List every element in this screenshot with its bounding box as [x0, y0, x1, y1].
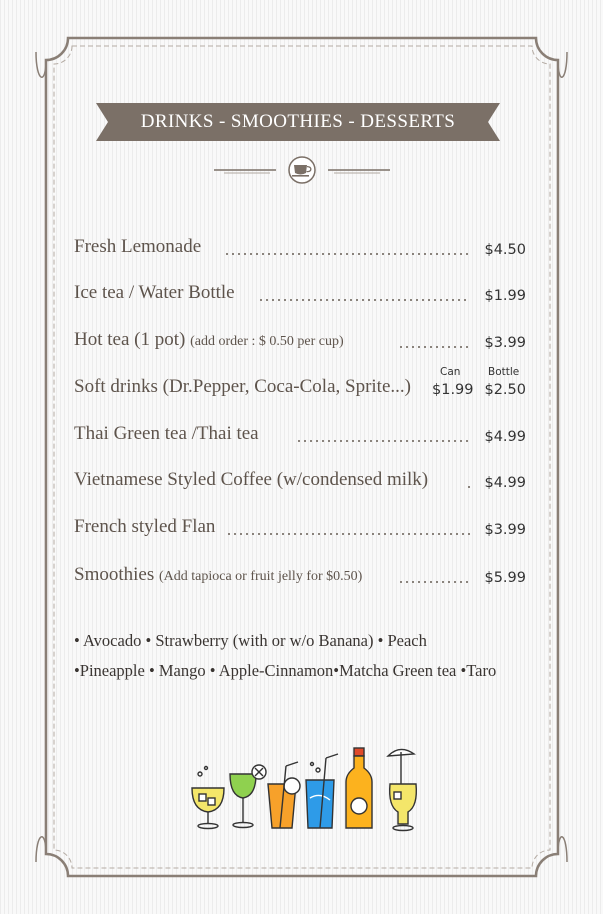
cocktail-glass-icon: [230, 765, 266, 828]
item-price: $3.99: [484, 522, 526, 538]
menu-item-smoothies: [74, 560, 526, 590]
page-title: DRINKS - SMOOTHIES - DESSERTS: [140, 111, 456, 132]
menu-item-lemonade: [74, 232, 526, 262]
item-price: $3.99: [484, 335, 526, 351]
menu-item-soft-drinks: [74, 372, 526, 402]
item-price: $5.99: [484, 570, 526, 586]
item-name: Fresh Lemonade: [74, 236, 202, 257]
smoothie-flavors-line-2: •Pineapple • Mango • Apple-Cinnamon•Matcha Green tea •Taro: [74, 661, 497, 680]
menu-item-flan: [74, 512, 526, 542]
item-name: Soft drinks (Dr.Pepper, Coca-Cola, Sprite...): [74, 376, 411, 397]
bottle-price: $2.50: [484, 382, 526, 398]
can-label: Can: [440, 366, 461, 378]
menu-item-hot-tea: [74, 325, 526, 355]
dot-leader: [224, 253, 470, 255]
umbrella-cocktail-icon: [388, 749, 416, 830]
dot-leader: [398, 346, 470, 348]
smoothie-flavors-line-1: • Avocado • Strawberry (with or w/o Banana) • Peach: [74, 631, 427, 650]
bottle-label: Bottle: [488, 366, 520, 378]
menu-item-ice-tea: [74, 278, 526, 308]
dot-leader: [466, 486, 470, 488]
juice-bottle-icon: [346, 748, 372, 828]
item-note: (Add tapioca or fruit jelly for $0.50): [158, 569, 363, 584]
item-price: $4.99: [484, 475, 526, 491]
coffee-cup-icon: [214, 154, 390, 186]
dot-leader: [258, 299, 470, 301]
item-name: Smoothies (Add tapioca or fruit jelly for $0.50): [74, 564, 363, 585]
item-name: Ice tea / Water Bottle: [74, 282, 235, 303]
item-name: French styled Flan: [74, 516, 216, 537]
item-name: Hot tea (1 pot) (add order : $ 0.50 per cup): [74, 329, 344, 350]
item-name: Vietnamese Styled Coffee (w/condensed milk): [74, 469, 429, 490]
dot-leader: [226, 533, 470, 535]
wine-glass-icon: [192, 767, 224, 829]
drinks-illustration: [186, 744, 436, 834]
dot-leader: [296, 440, 470, 442]
can-price: $1.99: [432, 382, 474, 398]
blue-drink-icon: [306, 754, 338, 828]
menu-item-vietnamese-coffee: [74, 465, 526, 495]
item-price: $1.99: [484, 288, 526, 304]
menu-item-thai-tea: [74, 419, 526, 449]
dot-leader: [398, 581, 470, 583]
juice-glass-icon: [268, 762, 300, 828]
item-price: $4.99: [484, 429, 526, 445]
item-name: Thai Green tea /Thai tea: [74, 423, 259, 444]
item-note: (add order : $ 0.50 per cup): [190, 334, 344, 349]
item-price: $4.50: [484, 242, 526, 258]
